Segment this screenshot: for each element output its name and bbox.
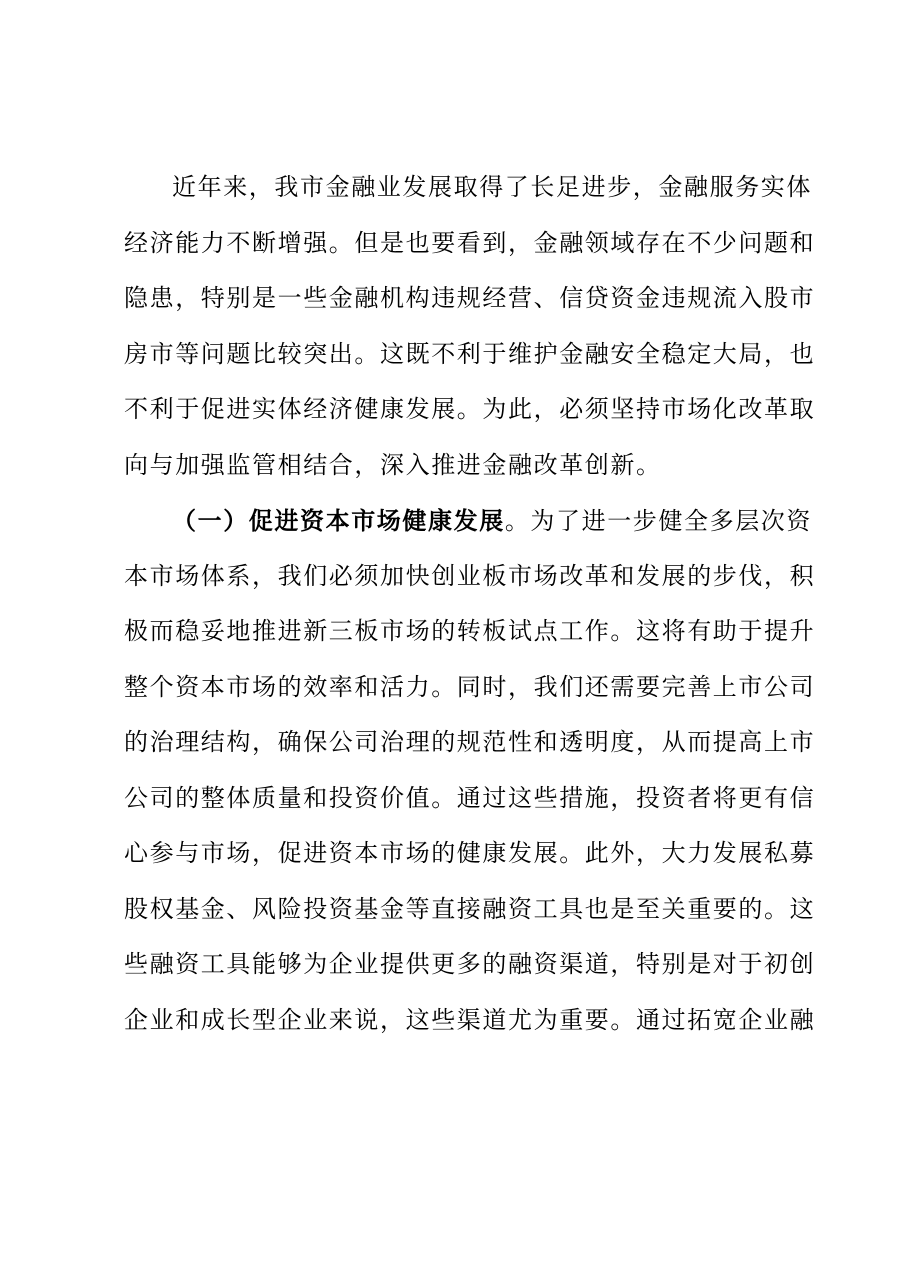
body-text: [124, 160, 816, 1048]
text-line: 向与加强监管相结合，深入推进金融改革创新。: [124, 450, 662, 479]
text-line: 的治理结构，确保公司治理的规范性和透明度，从而提高上市: [124, 728, 816, 756]
text-line: 极而稳妥地推进新三板市场的转板试点工作。这将有助于提升: [124, 617, 816, 645]
text-line: 隐患，特别是一些金融机构违规经营、信贷资金违规流入股市: [124, 284, 816, 312]
text-line: 整个资本市场的效率和活力。同时，我们还需要完善上市公司: [124, 672, 816, 701]
text-line: 不利于促进实体经济健康发展。为此，必须坚持市场化改革取: [124, 395, 816, 423]
text-line: 公司的整体质量和投资价值。通过这些措施，投资者将更有信: [124, 783, 816, 812]
text-line: [124, 493, 813, 549]
text-line: 经济能力不断增强。但是也要看到，金融领域存在不少问题和: [124, 228, 816, 257]
text-line: 近年来，我市金融业发展取得了长足进步，金融服务实体: [172, 173, 812, 201]
paragraph-intro: [124, 160, 816, 493]
text-line: 股权基金、风险投资基金等直接融资工具也是至关重要的。这: [124, 894, 816, 923]
text-line: 本市场体系，我们必须加快创业板市场改革和发展的步伐，积: [124, 561, 816, 590]
text-run: 。为了进一步健全多层次资: [504, 507, 813, 535]
section-heading: （一）促进资本市场健康发展: [172, 506, 505, 535]
text-line: 些融资工具能够为企业提供更多的融资渠道，特别是对于初创: [124, 950, 816, 978]
paragraph-capital-market: [124, 493, 816, 1048]
text-line: 企业和成长型企业来说，这些渠道尤为重要。通过拓宽企业融: [124, 1005, 816, 1034]
text-line: 房市等问题比较突出。这既不利于维护金融安全稳定大局，也: [124, 339, 816, 368]
text-line: 心参与市场，促进资本市场的健康发展。此外，大力发展私募: [124, 839, 816, 867]
